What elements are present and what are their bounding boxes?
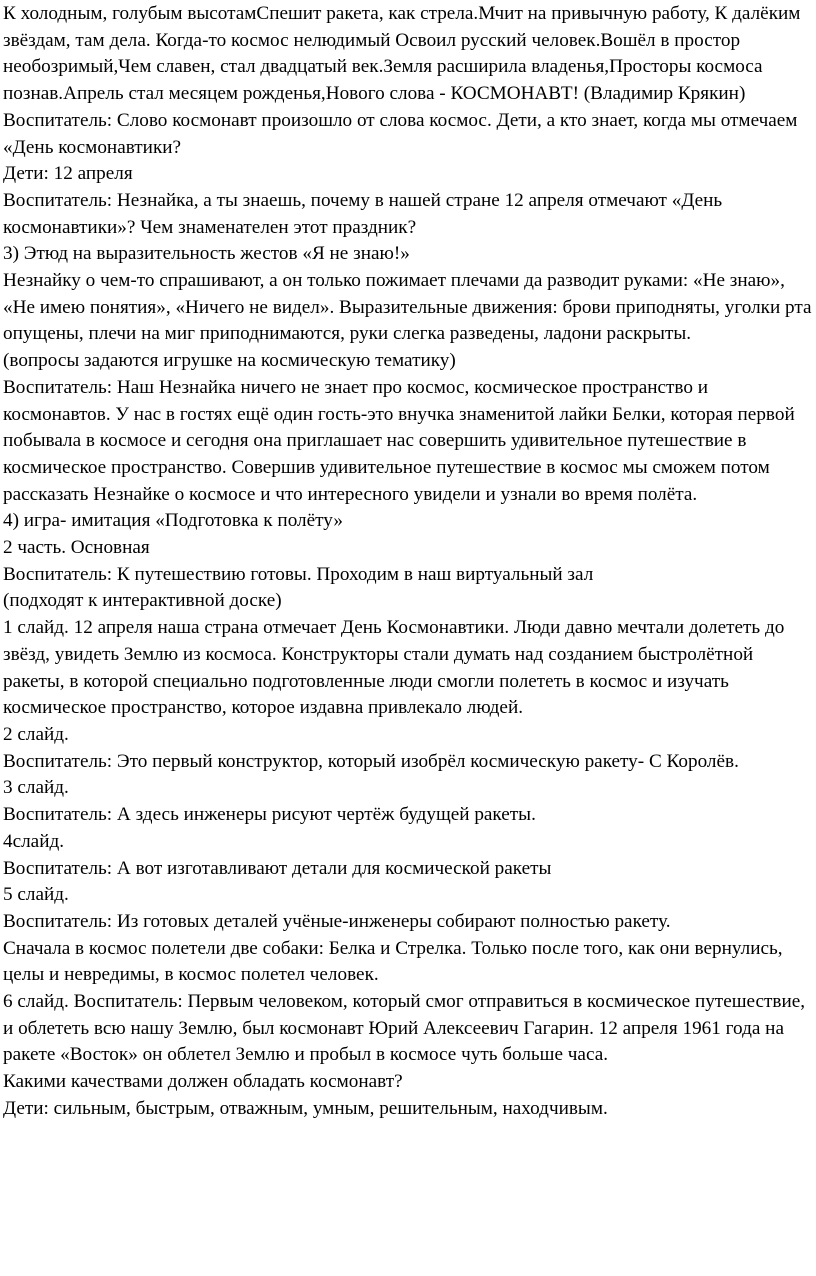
slide-3-heading: 3 слайд. [3, 777, 69, 799]
dogs-paragraph: Сначала в космос полетели две собаки: Белка и Стрелка. Только после того, как они вернулись, целы и невредимы, в космос полетел человек. [3, 937, 783, 986]
section-heading-etude: 3) Этюд на выразительность жестов «Я не знаю!» [3, 243, 410, 265]
slide-4-text: Воспитатель: А вот изготавливают детали для космической ракеты [3, 857, 552, 879]
question-qualities: Какими качествами должен обладать космонавт? [3, 1071, 403, 1093]
slide-2-heading: 2 слайд. [3, 723, 69, 745]
section-heading-game: 4) игра- имитация «Подготовка к полёту» [3, 510, 343, 532]
children-answer-date: Дети: 12 апреля [3, 163, 133, 185]
teacher-question-neznayka: Воспитатель: Незнайка, а ты знаешь, почему в нашей стране 12 апреля отмечают «День космонавтики»? Чем знаменателен этот праздник? [3, 189, 723, 238]
teacher-line-virtual-hall: Воспитатель: К путешествию готовы. Проходим в наш виртуальный зал [3, 563, 594, 585]
slide-5-text: Воспитатель: Из готовых деталей учёные-инженеры собирают полностью ракету. [3, 910, 671, 932]
slide-6-text: 6 слайд. Воспитатель: Первым человеком, который смог отправиться в космическое путешествие, и облететь всю нашу Землю, был космонавт Юрий Алексеевич Гагарин. 12 апреля 1961 года на ракете «Восток» он облетел Землю и пробыл в космосе чуть больше часа. [3, 991, 806, 1066]
slide-4-heading: 4слайд. [3, 830, 65, 852]
slide-5-heading: 5 слайд. [3, 884, 69, 906]
slide-2-text: Воспитатель: Это первый конструктор, который изобрёл космическую ракету- С Королёв. [3, 750, 739, 772]
etude-description: Незнайку о чем-то спрашивают, а он только пожимает плечами да разводит руками: «Не знаю», «Не имею понятия», «Ничего не видел». Выразительные движения: брови приподняты, уголки рта опущены, плечи на миг приподнимаются, руки слегка разведены, ладони раскрыты. [3, 270, 812, 345]
stage-note-questions: (вопросы задаются игрушке на космическую тематику) [3, 350, 456, 372]
section-heading-main-part: 2 часть. Основная [3, 537, 150, 559]
teacher-line-cosmonaut-word: Воспитатель: Слово космонавт произошло от слова космос. Дети, а кто знает, когда мы отмечаем «День космонавтики? [3, 109, 798, 158]
slide-1-text: 1 слайд. 12 апреля наша страна отмечает День Космонавтики. Люди давно мечтали долететь до звёзд, увидеть Землю из космоса. Конструкторы стали думать над созданием быстролётной ракеты, в которой специально подготовленные люди смогли полететь в космос и изучать космическое пространство, которое издавна привлекало людей. [3, 617, 785, 719]
teacher-line-guest: Воспитатель: Наш Незнайка ничего не знает про космос, космическое пространство и космонавтов. У нас в гостях ещё один гость-это внучка знаменитой лайки Белки, которая первой побывала в космосе и сегодня она приглашает нас совершить удивительное путешествие в космическое пространство. Совершив удивительное путешествие в космос мы сможем потом рассказать Незнайке о космосе и что интересного увидели и узнали во время полёта. [3, 376, 795, 505]
poem-paragraph: К холодным, голубым высотамСпешит ракета, как стрела.Мчит на привычную работу, К далёким звёздам, там дела. Когда-то космос нелюдимый Освоил русский человек.Вошёл в простор необозримый,Чем славен, стал двадцатый век.Земля расширила владенья,Просторы космоса познав.Апрель стал месяцем рожденья,Нового слова - КОСМОНАВТ! (Владимир Крякин) [3, 3, 801, 105]
stage-note-board: (подходят к интерактивной доске) [3, 590, 282, 612]
slide-3-text: Воспитатель: А здесь инженеры рисуют чертёж будущей ракеты. [3, 804, 536, 826]
children-answer-qualities: Дети: сильным, быстрым, отважным, умным, решительным, находчивым. [3, 1097, 608, 1119]
